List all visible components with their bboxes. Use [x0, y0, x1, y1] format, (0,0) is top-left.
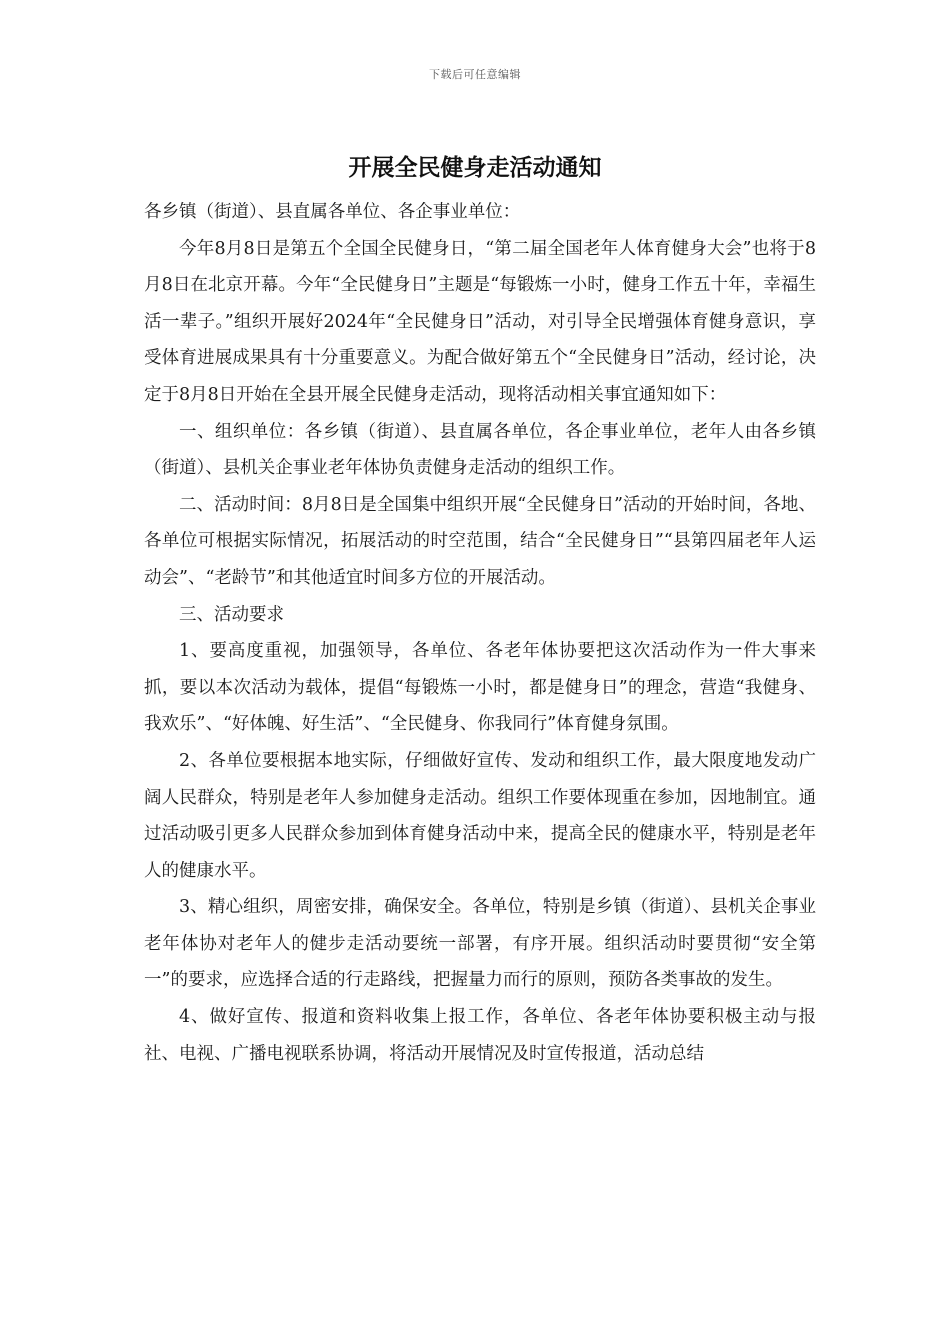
paragraph-organizers: 一、组织单位：各乡镇（街道）、县直属各单位，各企事业单位，老年人由各乡镇（街道）、县机关企事业老年体协负责健身走活动的组织工作。	[144, 421, 816, 479]
paragraph-intro: 今年8月8日是第五个全国全民健身日，“第二届全国老年人体育健身大会”也将于8月8日在北京开幕。今年“全民健身日”主题是“每锻炼一小时，健身工作五十年，幸福生活一辈子。”组织开展好2024年“全民健身日”活动，对引导全民增强体育健身意识，享受体育进展成果具有十分重要意义。为配合做好第五个“全民健身日”活动，经讨论，决定于8月8日开始在全县开展全民健身走活动，现将活动相关事宜通知如下：	[144, 238, 816, 405]
page-title: 开展全民健身走活动通知	[348, 155, 602, 181]
paragraph-requirement-4: 4、做好宣传、报道和资料收集上报工作，各单位、各老年体协要积极主动与报社、电视、广播电视联系协调，将活动开展情况及时宣传报道，活动总结	[144, 1007, 816, 1064]
paragraph-time: 二、活动时间：8月8日是全国集中组织开展“全民健身日”活动的开始时间，各地、各单位可根据实际情况，拓展活动的时空范围，结合“全民健身日”“县第四届老年人运动会”、“老龄节”和其他适宜时间多方位的开展活动。	[144, 494, 816, 588]
paragraph-requirement-3: 3、精心组织，周密安排，确保安全。各单位，特别是乡镇（街道）、县机关企事业老年体协对老年人的健步走活动要统一部署，有序开展。组织活动时要贯彻“安全第一”的要求，应选择合适的行走路线，把握量力而行的原则，预防各类事故的发生。	[144, 897, 816, 991]
document-body	[144, 194, 816, 1072]
paragraph-requirement-1: 1、要高度重视，加强领导，各单位、各老年体协要把这次活动作为一件大事来抓，要以本次活动为载体，提倡“每锻炼一小时，都是健身日”的理念，营造“我健身、我欢乐”、“好体魄、好生活”、“全民健身、你我同行”体育健身氛围。	[144, 641, 816, 735]
section-heading-requirements: 三、活动要求	[179, 604, 284, 625]
salutation: 各乡镇（街道）、县直属各单位、各企事业单位：	[144, 202, 521, 222]
header-note: 下载后可任意编辑	[429, 68, 521, 81]
paragraph-requirement-2: 2、各单位要根据本地实际，仔细做好宣传、发动和组织工作，最大限度地发动广阔人民群众，特别是老年人参加健身走活动。组织工作要体现重在参加，因地制宜。通过活动吸引更多人民群众参加到体育健身活动中来，提高全民的健康水平，特别是老年人的健康水平。	[144, 750, 816, 881]
